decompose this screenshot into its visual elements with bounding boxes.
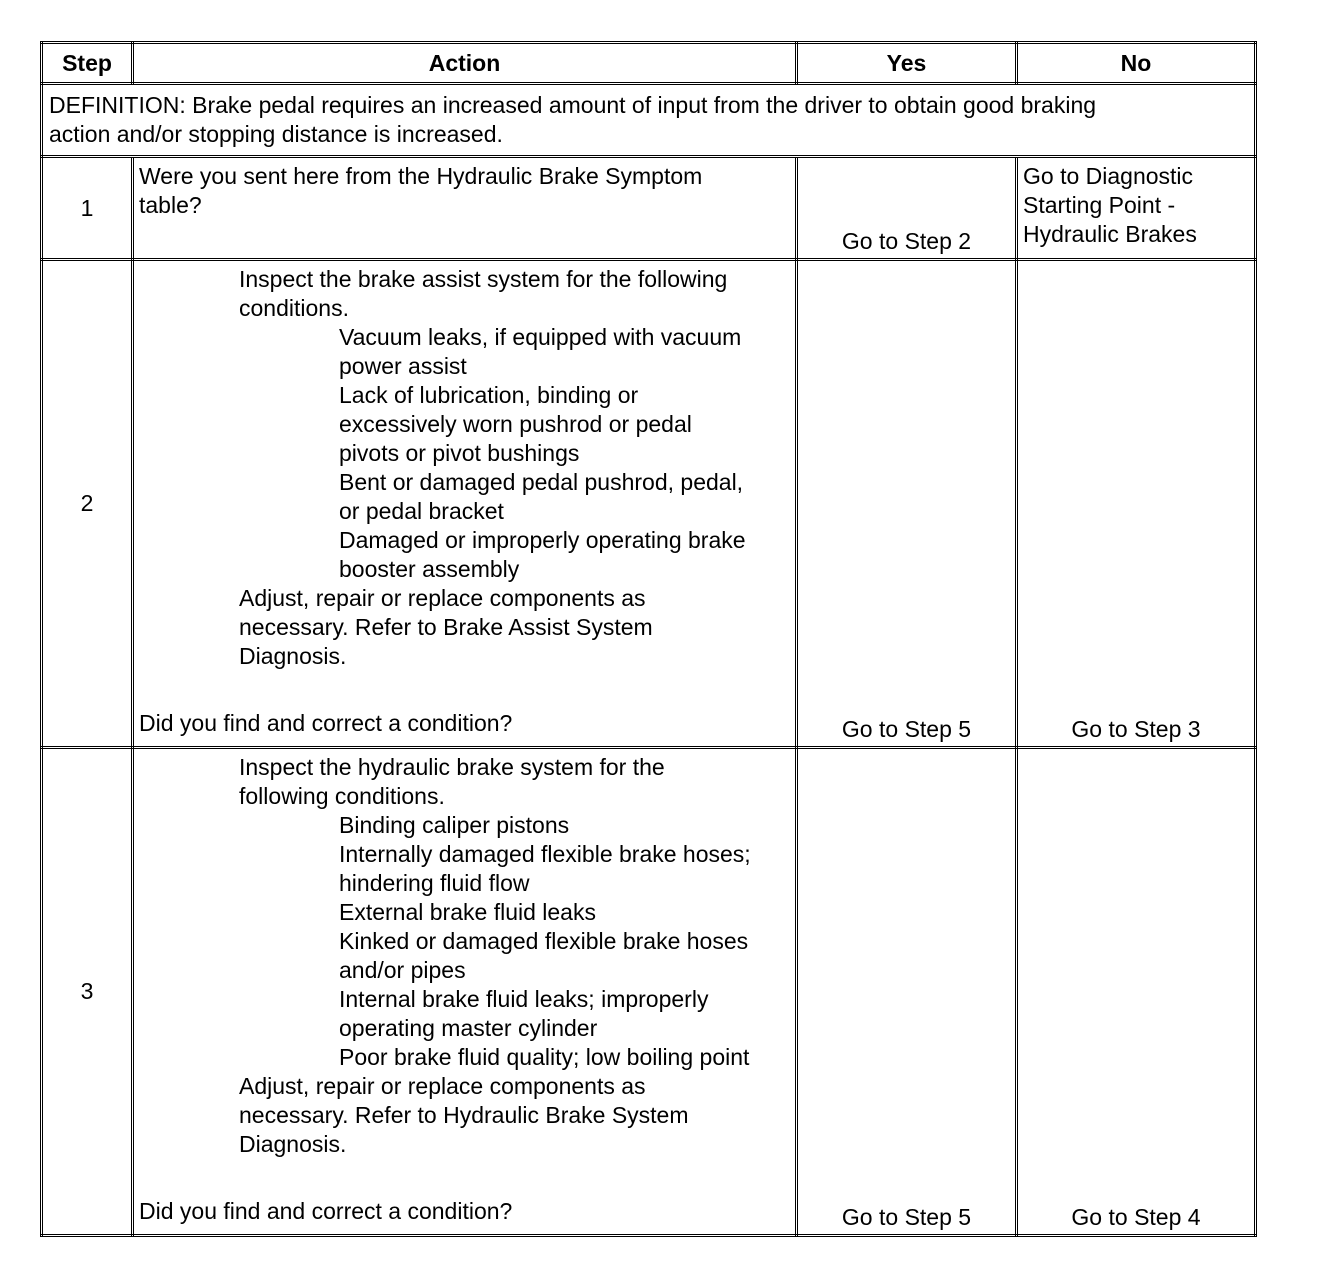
yes-cell: Go to Step 5 <box>797 260 1017 748</box>
no-line: Hydraulic Brakes <box>1023 221 1197 247</box>
intro-line: following conditions. <box>239 783 445 809</box>
condition-line: External brake fluid leaks <box>339 899 596 925</box>
outro-line: necessary. Refer to Brake Assist System <box>239 614 653 640</box>
condition-line: operating master cylinder <box>339 1015 598 1041</box>
step-number: 1 <box>42 157 133 260</box>
condition-line: Poor brake fluid quality; low boiling point <box>339 1044 750 1070</box>
diagnostic-table <box>40 41 1257 1237</box>
step-number: 3 <box>42 748 133 1236</box>
question-line: Did you find and correct a condition? <box>139 1198 513 1224</box>
definition-line: action and/or stopping distance is increased. <box>49 121 503 147</box>
no-cell: Go to Step 4 <box>1017 748 1256 1236</box>
condition-line: excessively worn pushrod or pedal <box>339 411 692 437</box>
no-cell <box>1017 157 1256 260</box>
condition-line: Internal brake fluid leaks; improperly <box>339 986 709 1012</box>
condition-line: power assist <box>339 353 467 379</box>
condition-line: and/or pipes <box>339 957 466 983</box>
no-cell: Go to Step 3 <box>1017 260 1256 748</box>
action-cell <box>133 157 797 260</box>
outro-line: Adjust, repair or replace components as <box>239 585 646 611</box>
yes-cell: Go to Step 2 <box>797 157 1017 260</box>
condition-line: Kinked or damaged flexible brake hoses <box>339 928 749 954</box>
no-line: Go to Diagnostic <box>1023 163 1194 189</box>
action-line: Were you sent here from the Hydraulic Brake Symptom <box>139 163 703 189</box>
yes-cell: Go to Step 5 <box>797 748 1017 1236</box>
condition-line: Lack of lubrication, binding or <box>339 382 639 408</box>
table-row-step-2 <box>42 260 1256 748</box>
condition-line: or pedal bracket <box>339 498 504 524</box>
action-line: table? <box>139 192 202 218</box>
header-step: Step <box>42 43 133 84</box>
header-action: Action <box>133 43 797 84</box>
intro-line: Inspect the hydraulic brake system for the <box>239 754 665 780</box>
header-row <box>42 43 1256 84</box>
condition-line: Internally damaged flexible brake hoses; <box>339 841 751 867</box>
question-line: Did you find and correct a condition? <box>139 710 513 736</box>
outro-line: Diagnosis. <box>239 643 347 669</box>
condition-line: Vacuum leaks, if equipped with vacuum <box>339 324 742 350</box>
intro-line: Inspect the brake assist system for the following <box>239 266 728 292</box>
outro-line: Adjust, repair or replace components as <box>239 1073 646 1099</box>
definition-row <box>42 84 1256 157</box>
condition-line: Damaged or improperly operating brake <box>339 527 746 553</box>
action-cell <box>133 748 797 1236</box>
condition-line: booster assembly <box>339 556 520 582</box>
header-yes: Yes <box>797 43 1017 84</box>
intro-line: conditions. <box>239 295 349 321</box>
definition-line: DEFINITION: Brake pedal requires an increased amount of input from the driver to obtain good braking <box>49 92 1097 118</box>
header-no: No <box>1017 43 1256 84</box>
condition-line: hindering fluid flow <box>339 870 530 896</box>
condition-line: pivots or pivot bushings <box>339 440 580 466</box>
table-row-step-3 <box>42 748 1256 1236</box>
definition-cell <box>42 84 1256 157</box>
outro-line: necessary. Refer to Hydraulic Brake System <box>239 1102 689 1128</box>
action-cell <box>133 260 797 748</box>
condition-line: Binding caliper pistons <box>339 812 570 838</box>
step-number: 2 <box>42 260 133 748</box>
outro-line: Diagnosis. <box>239 1131 347 1157</box>
condition-line: Bent or damaged pedal pushrod, pedal, <box>339 469 744 495</box>
no-line: Starting Point - <box>1023 192 1176 218</box>
table-row-step-1 <box>42 157 1256 260</box>
